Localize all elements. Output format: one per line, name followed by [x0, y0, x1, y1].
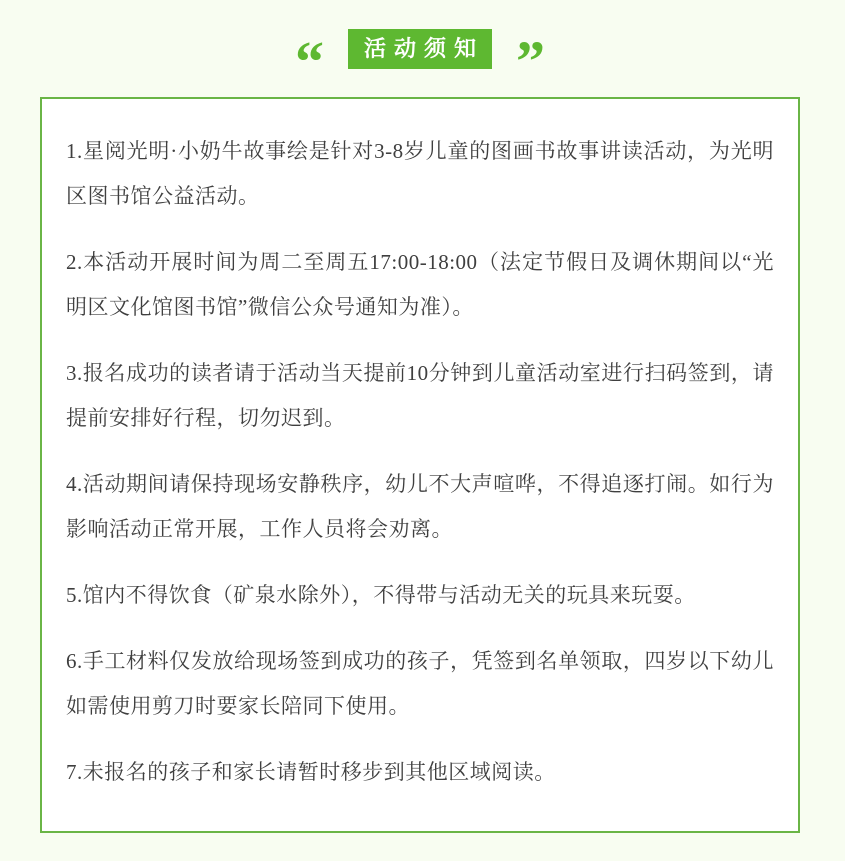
notice-item: 7.未报名的孩子和家长请暂时移步到其他区域阅读。: [66, 760, 556, 784]
notice-item: 6.手工材料仅发放给现场签到成功的孩子，凭签到名单领取，四岁以下幼儿如需使用剪刀时要家长陪同下使用。: [66, 649, 774, 718]
notice-item: 2.本活动开展时间为周二至周五17:00-18:00（法定节假日及调休期间以“光明区文化馆图书馆”微信公众号通知为准）。: [66, 250, 774, 319]
notice-item: 5.馆内不得饮食（矿泉水除外），不得带与活动无关的玩具来玩耍。: [66, 583, 696, 607]
notice-box: [40, 97, 800, 833]
notice-title-badge: 活动须知: [348, 29, 492, 69]
open-quote-icon: “: [294, 29, 324, 94]
notice-item: 3.报名成功的读者请于活动当天提前10分钟到儿童活动室进行扫码签到，请提前安排好行程，切勿迟到。: [66, 361, 774, 430]
close-quote-icon: ”: [516, 29, 545, 94]
notice-item: 1.星阅光明·小奶牛故事绘是针对3-8岁儿童的图画书故事讲读活动，为光明区图书馆公益活动。: [66, 139, 774, 208]
notice-header: [40, 29, 800, 94]
notice-item: 4.活动期间请保持现场安静秩序，幼儿不大声喧哗，不得追逐打闹。如行为影响活动正常开展，工作人员将会劝离。: [66, 472, 774, 541]
